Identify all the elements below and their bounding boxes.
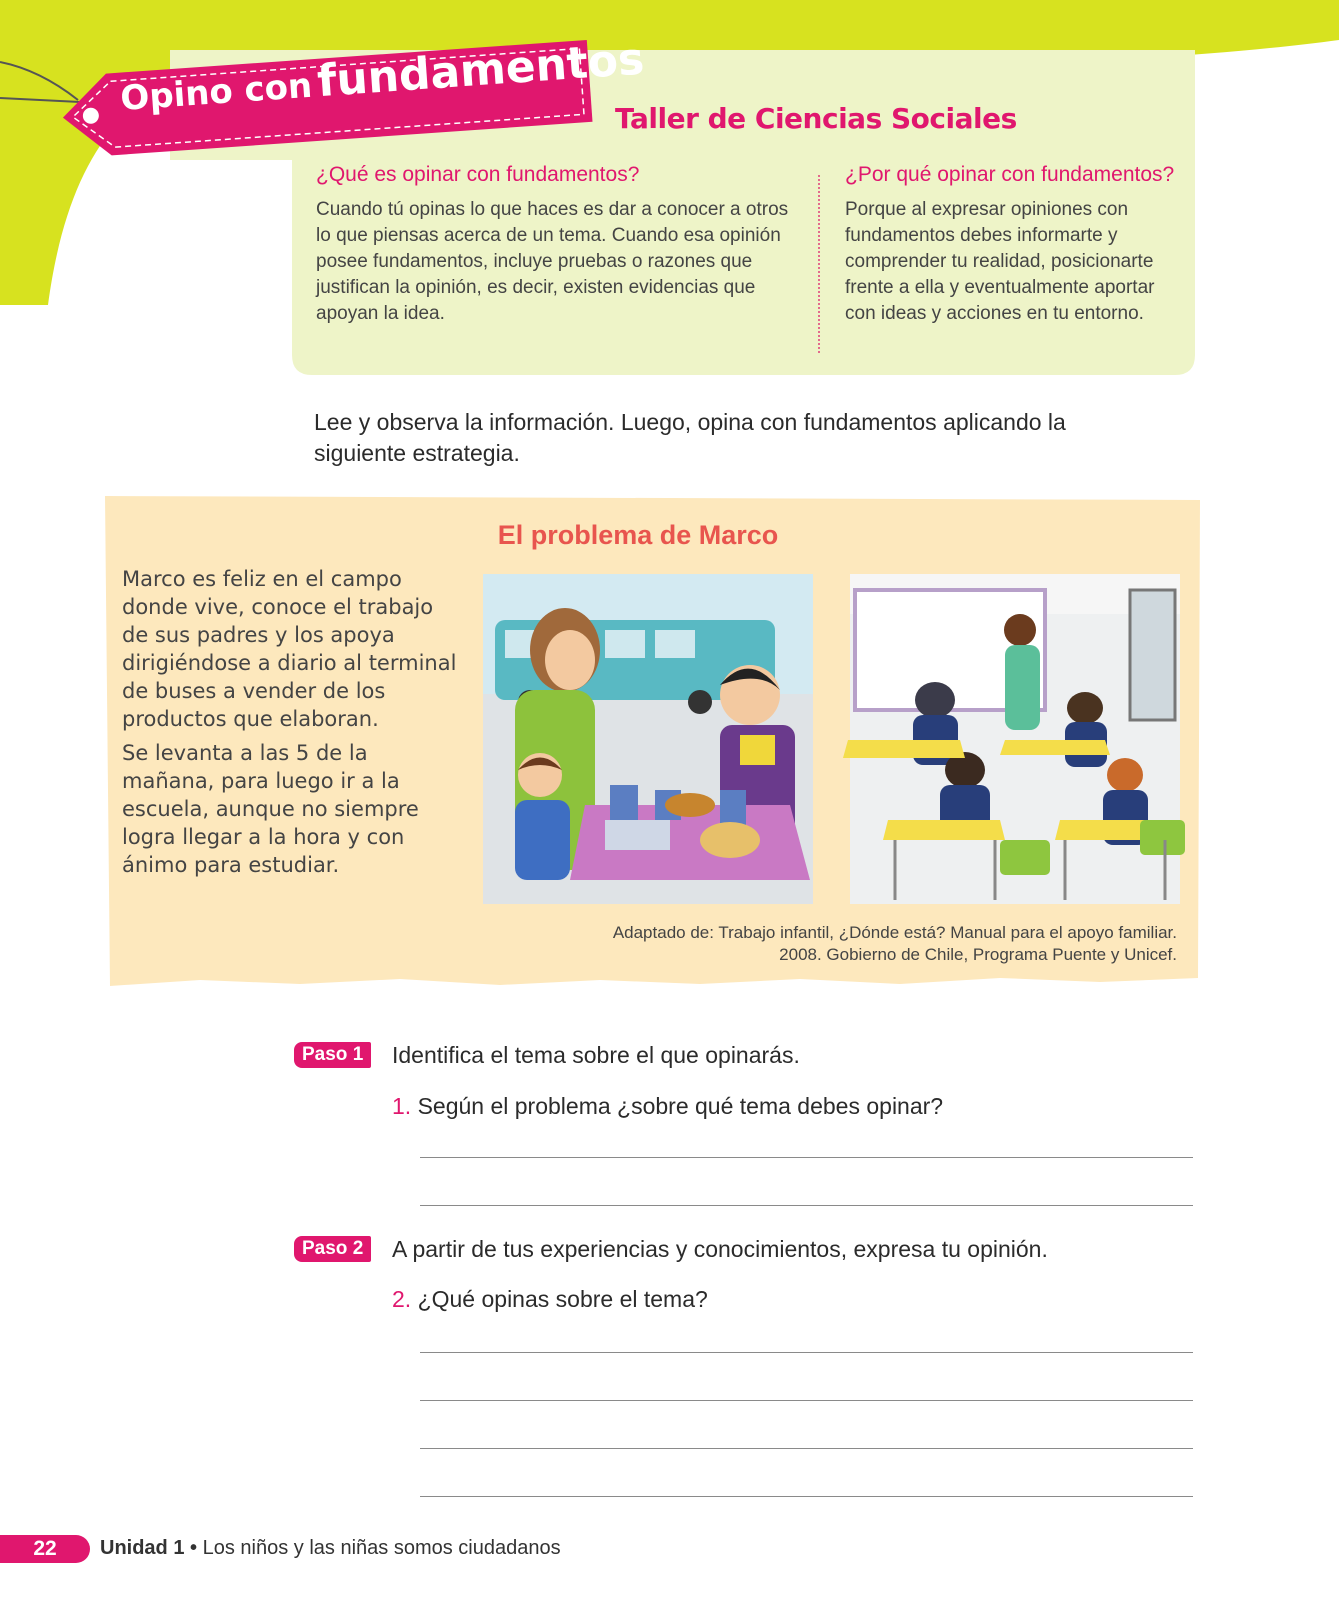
step-2-instruction: A partir de tus experiencias y conocimientos, expresa tu opinión. [392,1236,1048,1262]
answer-line-1b[interactable] [420,1205,1193,1206]
question-2 [392,1286,708,1313]
unit-title: Los niños y las niñas somos ciudadanos [202,1537,561,1559]
story-paragraph-2: Se levanta a las 5 de la mañana, para luego ir a la escuela, aunque no siempre logra llegar a la hora y con ánimo para estudiar. [122,741,419,877]
market-illustration [483,574,813,904]
step-1-badge: Paso 1 [294,1042,371,1068]
page-number-badge [0,1535,90,1563]
story-title: El problema de Marco [497,520,779,550]
step-1-instruction: Identifica el tema sobre el que opinarás. [392,1042,800,1068]
unit-bullet: • [190,1537,198,1559]
footer-unit [100,1537,561,1560]
image-caption [477,922,1177,966]
question-1-number: 1. [392,1093,412,1119]
caption-line-1: Adaptado de: Trabajo infantil, ¿Dónde está? Manual para el apoyo familiar. [612,923,1177,942]
question-1-text: Según el problema ¿sobre qué tema debes opinar? [417,1093,944,1119]
step-2-badge: Paso 2 [294,1236,371,1262]
section-title-big: fundamentos [315,33,646,108]
question-2-text: ¿Qué opinas sobre el tema? [417,1286,708,1312]
classroom-illustration [843,574,1185,904]
question-2-number: 2. [392,1286,412,1312]
story-paragraph-1: Marco es feliz en el campo donde vive, conoce el trabajo de sus padres y los apoya dirigiéndose a diario al terminal de buses a vender de los productos que elaboran. [122,567,457,731]
answer-line-2d[interactable] [420,1496,1193,1497]
info-left-text: Cuando tú opinas lo que haces es dar a conocer a otros lo que piensas acerca de un tema. Cuando esa opinión posee fundamentos, incluye pruebas o razones que justifican la opinión, es decir, existen evidencias que apoyan la idea. [316,199,789,324]
info-right-question: ¿Por qué opinar con fundamentos? [845,163,1175,186]
answer-line-2a[interactable] [420,1352,1193,1353]
info-right-text: Porque al expresar opiniones con fundamentos debes informarte y comprender tu realidad, posicionarte frente a ella y eventualmente aportar con ideas y acciones en tu entorno. [845,199,1155,324]
question-1 [392,1093,943,1120]
page-number: 22 [33,1537,57,1560]
answer-line-2b[interactable] [420,1400,1193,1401]
answer-line-2c[interactable] [420,1448,1193,1449]
instructions-intro: Lee y observa la información. Luego, opina con fundamentos aplicando la siguiente estrategia. [314,409,1066,466]
unit-label: Unidad 1 [100,1537,185,1559]
workshop-subtitle: Taller de Ciencias Sociales [615,102,1017,135]
story-text [122,565,457,885]
caption-line-2: 2008. Gobierno de Chile, Programa Puente y Unicef. [779,945,1177,964]
section-title-small: Opino con [119,65,314,120]
info-left-question: ¿Qué es opinar con fundamentos? [316,163,640,186]
answer-line-1a[interactable] [420,1157,1193,1158]
